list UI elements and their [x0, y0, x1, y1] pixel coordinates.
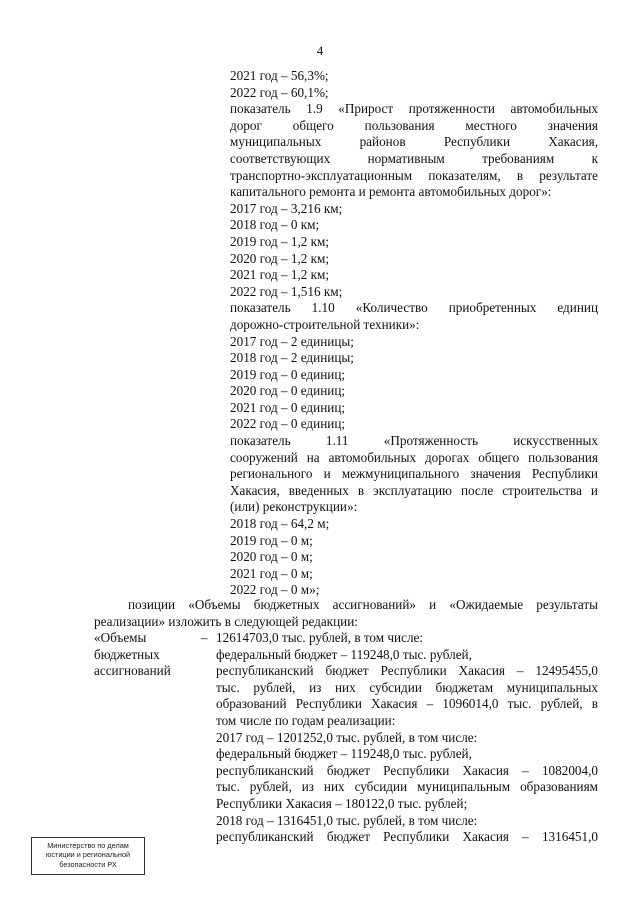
positions-paragraph	[94, 597, 598, 630]
budget-body	[216, 630, 598, 846]
indicator-line: регионального и межмуниципального значения Республики	[230, 466, 598, 482]
indicator-line: капитального ремонта и ремонта автомобильных дорог»:	[230, 184, 552, 200]
indicator-line: 2020 год – 0 м;	[230, 549, 313, 565]
budget-line: федеральный бюджет – 119248,0 тыс. рублей,	[216, 746, 472, 762]
budget-line: 12614703,0 тыс. рублей, в том числе:	[216, 630, 424, 645]
stamp-line: юстиции и региональной	[45, 850, 131, 860]
budget-label-line: ассигнований	[94, 663, 171, 679]
budget-line: республиканский бюджет Республики Хакасия – 1316451,0	[216, 829, 598, 845]
indicator-line: дорог общего пользования местного значения	[230, 117, 598, 133]
indicator-line: 2019 год – 1,2 км;	[230, 233, 330, 249]
budget-line: республиканский бюджет Республики Хакасия – 12495455,0	[216, 663, 598, 679]
budget-line: 2017 год – 1201252,0 тыс. рублей, в том числе:	[216, 729, 478, 745]
indicator-line: муниципальных районов Республики Хакасия,	[230, 134, 598, 150]
indicator-line: 2017 год – 3,216 км;	[230, 200, 343, 216]
positions-line: позиции «Объемы бюджетных ассигнований» и «Ожидаемые результаты	[128, 597, 598, 612]
budget-label-line: «Объемы	[94, 630, 147, 645]
indicator-line: 2020 год – 1,2 км;	[230, 250, 330, 266]
indicator-line: сооружений на автомобильных дорогах общего пользования	[230, 449, 598, 465]
budget-dash: –	[201, 630, 208, 645]
indicator-line: 2019 год – 0 м;	[230, 532, 313, 548]
indicator-line: 2021 год – 56,3%;	[230, 68, 329, 83]
indicator-line: 2019 год – 0 единиц;	[230, 366, 346, 382]
indicator-line: 2020 год – 0 единиц;	[230, 383, 346, 399]
indicator-line: 2022 год – 60,1%;	[230, 84, 329, 100]
indicator-line: 2018 год – 2 единицы;	[230, 350, 354, 366]
budget-line: тыс. рублей, из них субсидии муниципальным образованиям	[216, 779, 598, 795]
indicator-line: Хакасия, введенных в эксплуатацию после строительства и	[230, 482, 598, 498]
indicator-line: транспортно-эксплуатационным показателям, в результате	[230, 167, 598, 183]
indicator-line: 2022 год – 1,516 км;	[230, 283, 343, 299]
indicator-line: показатель 1.10 «Количество приобретенных единиц	[230, 300, 598, 316]
budget-line: Республики Хакасия – 180122,0 тыс. рублей;	[216, 795, 468, 811]
budget-line: том числе по годам реализации:	[216, 712, 396, 728]
stamp-line: Министерство по делам	[47, 841, 129, 850]
budget-line: республиканский бюджет Республики Хакасия – 1082004,0	[216, 762, 598, 778]
budget-label-line: бюджетных	[94, 646, 160, 662]
indicator-line: показатель 1.11 «Протяженность искусственных	[230, 433, 598, 449]
positions-line: реализации» изложить в следующей редакции:	[94, 613, 358, 629]
indicator-line: показатель 1.9 «Прирост протяженности автомобильных	[230, 101, 598, 117]
page-number: 4	[316, 43, 324, 58]
indicator-line: 2021 год – 0 м;	[230, 565, 313, 581]
budget-line: 2018 год – 1316451,0 тыс. рублей, в том числе:	[216, 812, 478, 828]
stamp-line: безопасности РХ	[59, 859, 117, 869]
ministry-stamp	[31, 837, 145, 875]
indicator-line: 2022 год – 0 единиц;	[230, 416, 346, 432]
budget-line: образований Республики Хакасия – 1096014,0 тыс. рублей, в	[216, 696, 598, 712]
indicator-line: дорожно-строительной техники»:	[230, 316, 420, 332]
budget-line: тыс. рублей, из них субсидии бюджетам муниципальных	[216, 679, 598, 695]
indicator-line: 2021 год – 0 единиц;	[230, 399, 346, 415]
indicator-line: 2018 год – 0 км;	[230, 217, 320, 233]
budget-label	[94, 630, 194, 680]
indicator-line: 2021 год – 1,2 км;	[230, 267, 330, 283]
indicator-line: (или) реконструкции»:	[230, 499, 358, 515]
indicators-list	[230, 68, 598, 599]
indicator-line: 2018 год – 64,2 м;	[230, 516, 330, 532]
indicator-line: 2017 год – 2 единицы;	[230, 333, 354, 349]
budget-line: федеральный бюджет – 119248,0 тыс. рублей,	[216, 646, 472, 662]
indicator-line: 2022 год – 0 м»;	[230, 582, 320, 598]
indicator-line: соответствующих нормативным требованиям к	[230, 150, 598, 166]
